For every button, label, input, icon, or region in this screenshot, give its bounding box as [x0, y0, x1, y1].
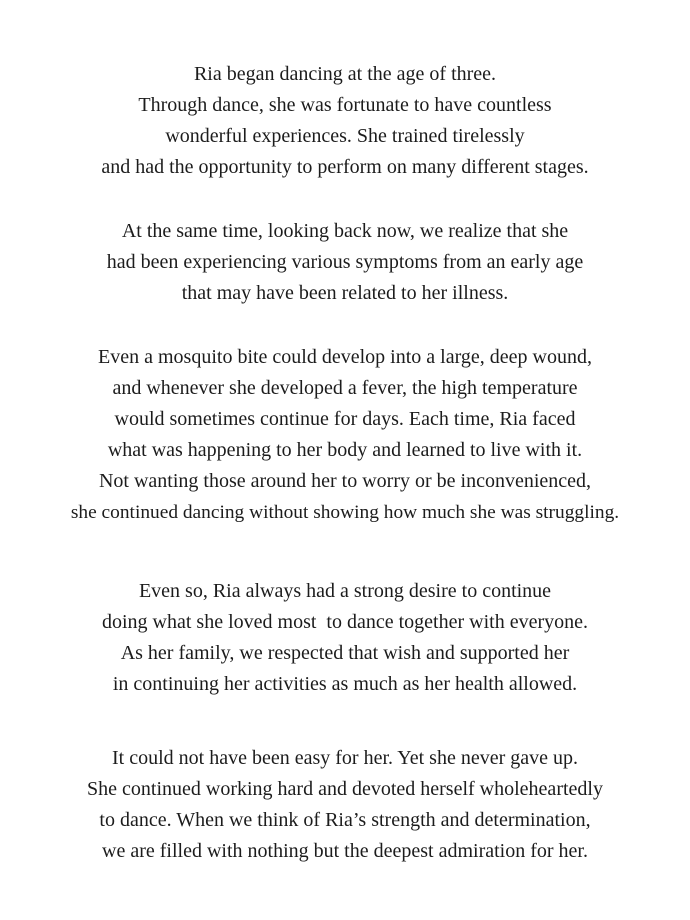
text-line: She continued working hard and devoted herself wholeheartedly — [87, 778, 603, 800]
paragraph-3 — [0, 342, 690, 528]
paragraph-5 — [0, 743, 690, 867]
text-line: what was happening to her body and learned to live with it. — [107, 439, 583, 461]
text-line: had been experiencing various symptoms from an early age — [106, 251, 584, 273]
text-line: Ria began dancing at the age of three. — [193, 63, 497, 85]
text-line: Even a mosquito bite could develop into a large, deep wound, — [98, 346, 592, 368]
text-line: and had the opportunity to perform on many different stages. — [101, 156, 589, 178]
text-line: we are filled with nothing but the deepest admiration for her. — [102, 840, 588, 862]
text-line: As her family, we respected that wish and supported her — [120, 642, 570, 664]
text-line: and whenever she developed a fever, the high temperature — [112, 377, 578, 399]
text-line: she continued dancing without showing how much she was struggling. — [70, 502, 620, 523]
text-line: Through dance, she was fortunate to have countless — [138, 94, 552, 116]
paragraph-2 — [0, 216, 690, 309]
text-line: Not wanting those around her to worry or be inconvenienced, — [98, 470, 592, 492]
text-line: wonderful experiences. She trained tirelessly — [165, 125, 525, 147]
text-line: to dance. When we think of Ria’s strength and determination, — [99, 809, 591, 831]
paragraph-4 — [0, 576, 690, 700]
text-line: in continuing her activities as much as her health allowed. — [112, 673, 578, 695]
text-line: It could not have been easy for her. Yet she never gave up. — [112, 747, 578, 769]
text-line: that may have been related to her illness. — [181, 282, 509, 304]
text-line: would sometimes continue for days. Each time, Ria faced — [114, 408, 576, 430]
text-line: Even so, Ria always had a strong desire to continue — [138, 580, 552, 602]
paragraph-1 — [0, 59, 690, 183]
text-line: doing what she loved most to dance together with everyone. — [102, 611, 588, 633]
text-line: At the same time, looking back now, we realize that she — [121, 220, 569, 242]
